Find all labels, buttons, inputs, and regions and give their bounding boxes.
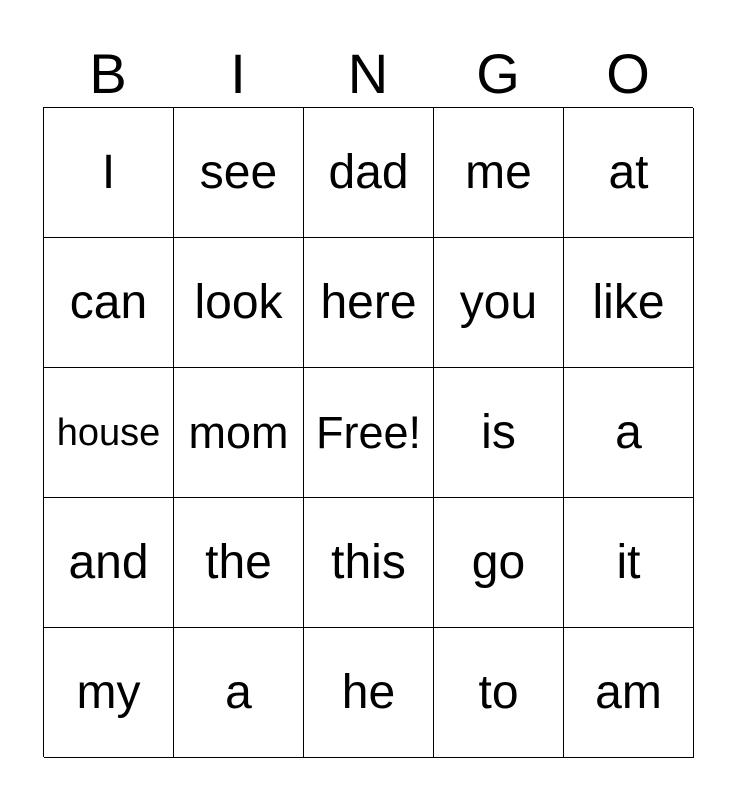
bingo-cell-r4-c5[interactable]: it	[564, 498, 694, 628]
bingo-cell-r1-c3[interactable]: dad	[304, 108, 434, 238]
bingo-cell-r5-c4[interactable]: to	[434, 628, 564, 758]
bingo-header	[43, 40, 693, 108]
bingo-cell-r3-c2[interactable]: mom	[174, 368, 304, 498]
bingo-cell-r5-c1[interactable]: my	[44, 628, 174, 758]
header-letter-g: G	[476, 42, 520, 105]
bingo-cell-r1-c2[interactable]: see	[174, 108, 304, 238]
bingo-cell-r4-c2[interactable]: the	[174, 498, 304, 628]
bingo-cell-r3-c5[interactable]: a	[564, 368, 694, 498]
bingo-cell-r2-c5[interactable]: like	[564, 238, 694, 368]
header-letter-b: B	[89, 42, 127, 105]
bingo-cell-r1-c4[interactable]: me	[434, 108, 564, 238]
bingo-cell-r3-c1[interactable]: house	[44, 368, 174, 498]
bingo-cell-r1-c5[interactable]: at	[564, 108, 694, 238]
bingo-cell-r4-c1[interactable]: and	[44, 498, 174, 628]
bingo-board	[43, 107, 693, 757]
bingo-cell-r2-c2[interactable]: look	[174, 238, 304, 368]
bingo-cell-r5-c2[interactable]: a	[174, 628, 304, 758]
bingo-cell-r1-c1[interactable]: I	[44, 108, 174, 238]
free-space-cell[interactable]: Free!	[304, 368, 434, 498]
header-letter-o: O	[606, 42, 650, 105]
bingo-cell-r4-c3[interactable]: this	[304, 498, 434, 628]
bingo-cell-r4-c4[interactable]: go	[434, 498, 564, 628]
bingo-cell-r2-c4[interactable]: you	[434, 238, 564, 368]
bingo-cell-r3-c4[interactable]: is	[434, 368, 564, 498]
bingo-cell-r5-c5[interactable]: am	[564, 628, 694, 758]
bingo-cell-r2-c3[interactable]: here	[304, 238, 434, 368]
header-letter-i: I	[230, 42, 246, 105]
header-letter-n: N	[347, 42, 389, 105]
bingo-cell-r2-c1[interactable]: can	[44, 238, 174, 368]
bingo-cell-r5-c3[interactable]: he	[304, 628, 434, 758]
